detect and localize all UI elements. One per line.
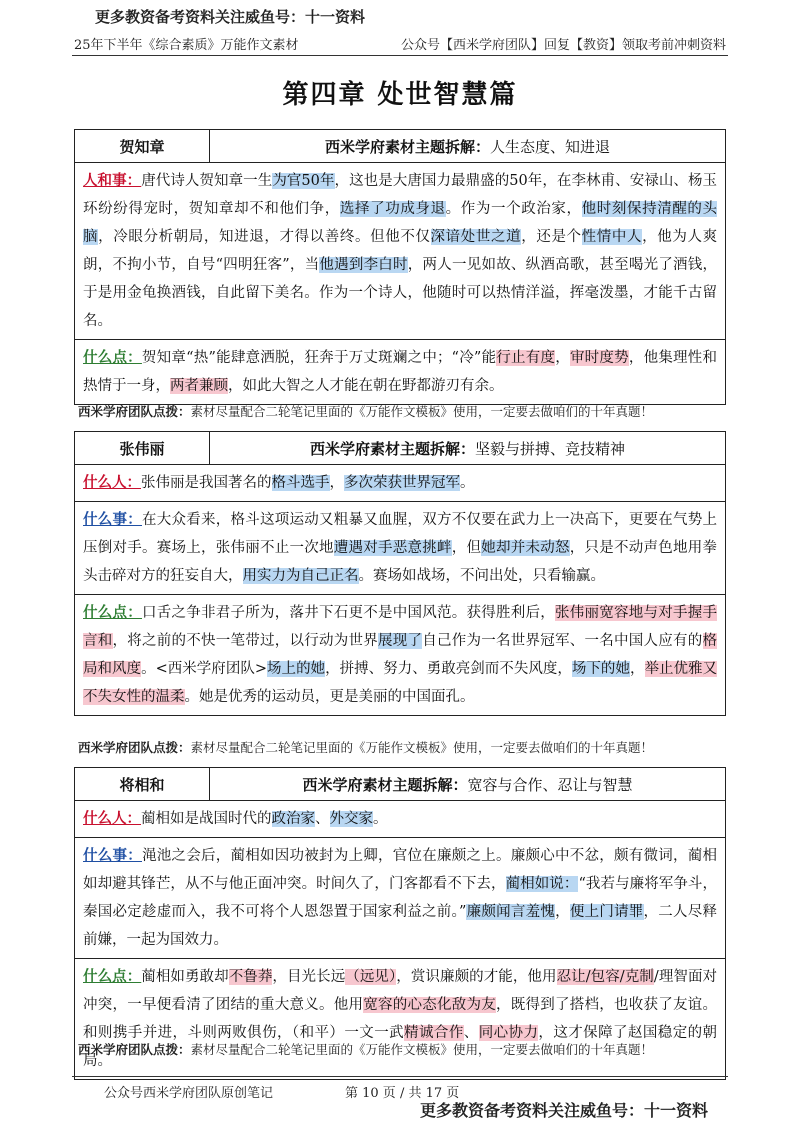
row-text: ， — [555, 350, 570, 366]
highlight-blue: 场上的她 — [267, 661, 326, 677]
header-left-text: 25年下半年《综合素质》万能作文素材 — [74, 38, 299, 53]
card-header — [75, 768, 725, 801]
row-label: 什么点： — [83, 604, 142, 621]
page-number: 第 10 页 / 共 17 页 — [345, 1086, 460, 1101]
row-label: 什么人： — [83, 810, 141, 827]
header-right-text: 公众号【西米学府团队】回复【教资】领取考前冲刺资料 — [400, 38, 726, 53]
row-text: 、 — [463, 1025, 479, 1041]
row-text: 渑池之会后，蔺相如因功被封为上卿，官位在廉颇之上。廉颇心中不忿，颇有微词，蔺相如却避其锋芒，从不与他正面冲突。时间久了，门客都看不下去， — [83, 848, 717, 892]
row-text: ，这也是大唐国力最鼎盛的50年，在李林甫、安禄山、杨玉环纷纷得宠时，贺知章却不和他们争， — [83, 173, 718, 217]
row-text: 。 — [460, 475, 475, 491]
row-text: ，两人一见如故、纵酒高歌，甚至喝光了酒钱，于是用金龟换酒钱，自此留下美名。作为一个诗人，他随时可以热情洋溢，挥毫泼墨，才能千古留名。 — [83, 257, 718, 329]
highlight-pink: 同心协力 — [478, 1025, 539, 1041]
row-text: 唐代诗人贺知章一生 — [141, 173, 273, 189]
card-theme-text: 人生态度、知进退 — [490, 137, 611, 156]
row-text: 自己作为一名世界冠军、一名中国人应有的 — [422, 633, 703, 649]
tip-note — [78, 402, 653, 420]
row-text: ，拼搏、努力、勇敢亮剑而不失风度， — [325, 661, 572, 677]
highlight-pink: 举止优雅又不失女性的温柔 — [83, 661, 718, 705]
row-label: 什么事： — [83, 511, 142, 528]
row-text: 。赛场如战场，不问出处，只看输赢。 — [358, 568, 605, 584]
row-text: ，只是不动声色地用拳头击碎对方的狂妄自大， — [83, 540, 717, 584]
highlight-blue: 格斗选手 — [271, 475, 330, 491]
row-text: 贺知章“热”能肆意洒脱，狂奔于万丈斑斓之中；“冷”能 — [141, 350, 497, 366]
row-text: ，将之前的不快一笔带过，以行动为世界 — [112, 633, 378, 649]
header-rule — [72, 55, 728, 56]
card-row — [75, 838, 725, 959]
highlight-blue: 深谙处世之道 — [430, 229, 522, 245]
highlight-blue: 政治家 — [271, 811, 315, 827]
tip-label: 西米学府团队点拨： — [78, 404, 191, 419]
chapter-title: 第四章 处世智慧篇 — [282, 80, 518, 110]
card-header — [75, 432, 725, 465]
card-theme-label: 西米学府素材主题拆解： — [309, 439, 475, 458]
row-text: ，这才保障了赵国稳定的朝局。 — [83, 1025, 718, 1069]
tip-note — [78, 738, 653, 756]
row-text: 蔺相如勇敢却 — [141, 969, 229, 985]
row-text: ，但 — [451, 540, 482, 556]
row-text: ， — [555, 904, 570, 920]
row-text: ，赏识廉颇的才能，他用 — [396, 969, 557, 985]
row-text: ，他为人爽朗，不拘小节，自号“四明狂客”，当 — [83, 229, 718, 273]
row-text: 。她是优秀的运动员，更是美丽的中国面孔。 — [184, 689, 475, 705]
card-row — [75, 163, 725, 340]
row-text: ，二人尽释前嫌，一起为国效力。 — [83, 904, 718, 948]
highlight-blue: 廉颇闻言羞愧 — [466, 904, 556, 920]
card-row — [75, 502, 725, 595]
highlight-pink: 忍让/包容/克制 — [556, 969, 654, 985]
row-label: 什么人： — [83, 474, 141, 491]
row-text: 。 — [373, 811, 388, 827]
highlight-blue: 他遇到李白时 — [319, 257, 408, 273]
card-theme-text: 坚毅与拼搏、竞技精神 — [475, 439, 626, 458]
row-text: “我若与廉将军争斗，秦国必定趁虚而入，我不可将个人恩怨置于国家利益之前。” — [83, 876, 717, 920]
highlight-blue: 便上门请罪 — [569, 904, 644, 920]
highlight-blue: 选择了功成身退 — [339, 201, 446, 217]
highlight-pink: 格局和风度 — [83, 633, 717, 677]
tip-text: 素材尽量配合二轮笔记里面的《万能作文模板》使用，一定要去做咱们的十年真题！ — [190, 404, 654, 419]
row-text: ，还是个 — [521, 229, 582, 245]
material-card-zhang-weili — [74, 431, 726, 716]
tip-label: 西米学府团队点拨： — [78, 1042, 191, 1057]
card-row — [75, 465, 725, 502]
highlight-pink: 不鲁莽 — [228, 969, 273, 985]
row-text: /理智面对冲突，一早便看清了团结的重大意义。他用 — [83, 969, 718, 1013]
card-row — [75, 340, 725, 404]
tip-text: 素材尽量配合二轮笔记里面的《万能作文模板》使用，一定要去做咱们的十年真题！ — [190, 1042, 654, 1057]
highlight-blue: 展现了 — [378, 633, 423, 649]
row-text: ， — [629, 661, 645, 677]
row-text: 口舌之争非君子所为，落井下石更不是中国风范。获得胜利后， — [142, 605, 555, 621]
highlight-blue: 场下的她 — [571, 661, 630, 677]
card-name: 张伟丽 — [75, 432, 210, 464]
highlight-pink: 审时度势 — [569, 350, 629, 366]
highlight-pink: 行止有度 — [496, 350, 556, 366]
row-text: ， — [329, 475, 344, 491]
card-theme — [210, 130, 725, 162]
highlight-pink: 宽容的心态化敌为友 — [363, 997, 496, 1013]
row-label: 什么点： — [83, 349, 142, 366]
card-name: 贺知章 — [75, 130, 210, 162]
footer-left-text: 公众号西米学府团队原创笔记 — [104, 1086, 274, 1101]
highlight-blue: 他时刻保持清醒的头脑 — [83, 201, 718, 245]
row-label: 什么点： — [83, 968, 142, 985]
row-text: ，他集理性和热情于一身， — [83, 350, 718, 394]
material-card-he-zhizhang — [74, 129, 726, 405]
row-text: ，冷眼分析朝局，知进退，才得以善终。但他不仅 — [98, 229, 431, 245]
highlight-pink: （远见） — [345, 969, 397, 985]
header-top-note: 更多教资备考资料关注威鱼号：十一资料 — [95, 8, 366, 26]
highlight-blue: 为官50年 — [272, 173, 335, 189]
card-row — [75, 959, 725, 1079]
row-text: ，如此大智之人才能在朝在野都游刃有余。 — [228, 378, 504, 394]
card-theme-label: 西米学府素材主题拆解： — [302, 775, 468, 794]
row-text: 。<西米学府团队> — [141, 661, 268, 677]
highlight-blue: 遭遇对手恶意挑衅 — [333, 540, 452, 556]
highlight-blue: 蔺相如说： — [505, 876, 579, 892]
highlight-blue: 她却并未动怒 — [481, 540, 570, 556]
footer-rule — [72, 1076, 728, 1077]
row-text: ，目光长远 — [272, 969, 346, 985]
tip-text: 素材尽量配合二轮笔记里面的《万能作文模板》使用，一定要去做咱们的十年真题！ — [190, 740, 654, 755]
highlight-pink: 张伟丽宽容地与对手握手言和 — [83, 605, 717, 649]
material-card-jiang-xiang-he — [74, 767, 726, 1080]
row-text: ，既得到了搭档，也收获了友谊。和则携手并进，斗则两败俱伤，（和平）一文一武 — [83, 997, 717, 1041]
footer-watermark: 更多教资备考资料关注威鱼号：十一资料 — [420, 1101, 709, 1120]
highlight-pink: 两者兼顾 — [170, 378, 228, 394]
highlight-blue: 多次荣获世界冠军 — [344, 475, 460, 491]
row-text: 。作为一个政治家， — [445, 201, 582, 217]
row-text: 、 — [315, 811, 330, 827]
card-name: 将相和 — [75, 768, 210, 800]
card-header — [75, 130, 725, 163]
tip-label: 西米学府团队点拨： — [78, 740, 191, 755]
tip-note — [78, 1040, 653, 1058]
highlight-pink: 精诚合作 — [404, 1025, 464, 1041]
row-label: 人和事： — [83, 172, 142, 189]
card-theme-text: 宽容与合作、忍让与智慧 — [467, 775, 633, 794]
highlight-blue: 性情中人 — [581, 229, 643, 245]
row-label: 什么事： — [83, 847, 142, 864]
row-text: 在大众看来，格斗这项运动又粗暴又血腥，双方不仅要在武力上一决高下，更要在气势上压倒对手。赛场上，张伟丽不止一次地 — [83, 512, 717, 556]
card-row — [75, 595, 725, 715]
highlight-blue: 用实力为自己正名 — [242, 568, 359, 584]
card-theme — [210, 432, 725, 464]
card-row — [75, 801, 725, 838]
row-text: 张伟丽是我国著名的 — [141, 475, 272, 491]
highlight-blue: 外交家 — [329, 811, 373, 827]
row-text: 蔺相如是战国时代的 — [141, 811, 272, 827]
card-theme — [210, 768, 725, 800]
card-theme-label: 西米学府素材主题拆解： — [324, 137, 490, 156]
